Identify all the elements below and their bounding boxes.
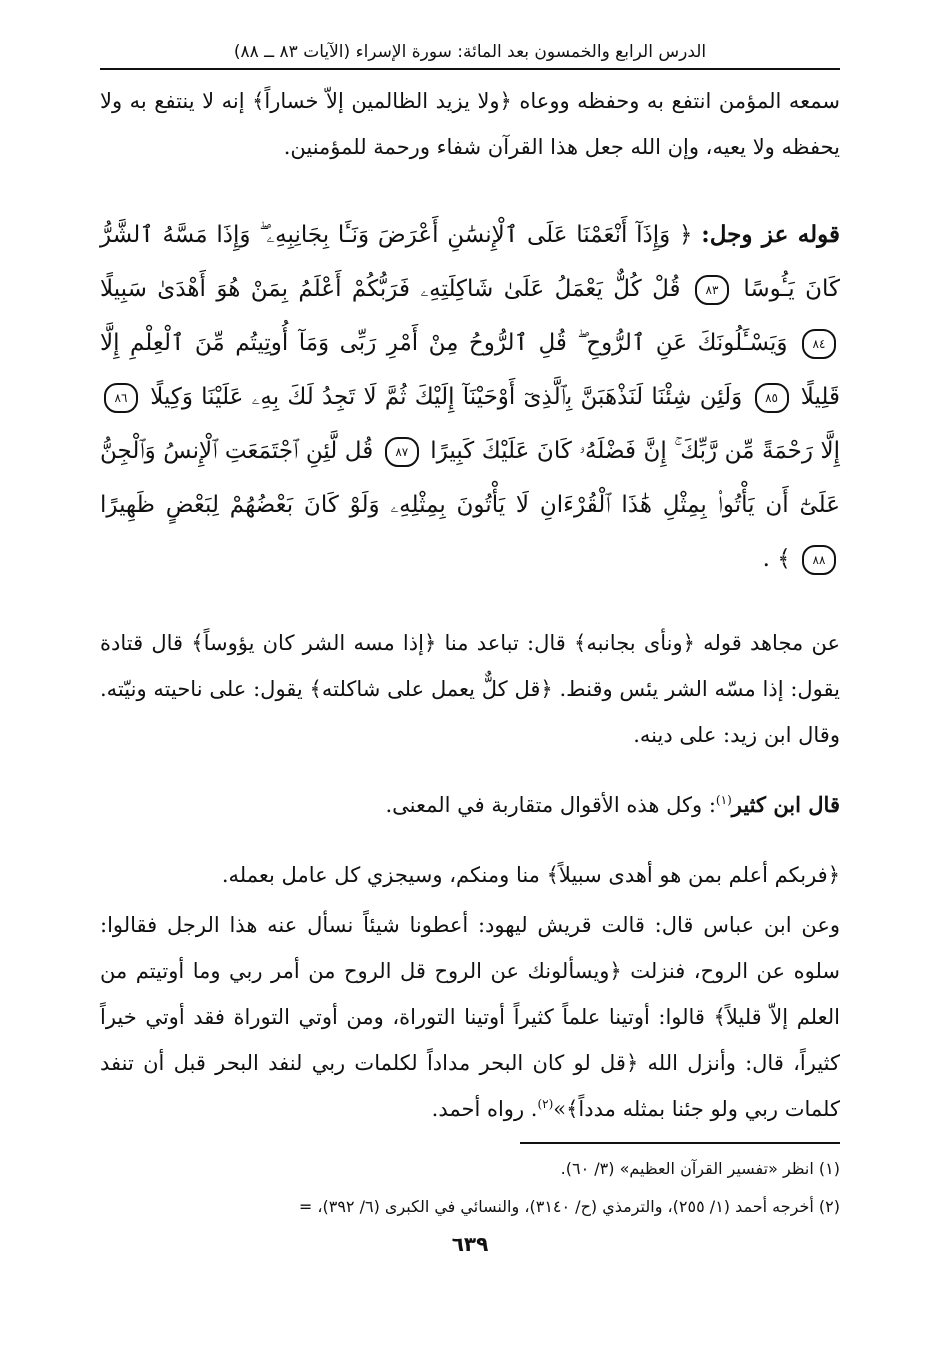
verse-87: إِلَّا رَحْمَةً مِّن رَّبِّكَ ۚ إِنَّ فَضْلَهُۥ كَانَ عَلَيْكَ كَبِيرًا <box>430 438 840 464</box>
ibn-kathir-paragraph <box>100 782 840 828</box>
ayah-number-84: ٨٤ <box>802 329 836 359</box>
verse-88: قُل لَّئِنِ ٱجْتَمَعَتِ ٱلْإِنسُ وَٱلْجِنُّ عَلَىٰٓ أَن يَأْتُوا۟ بِمِثْلِ هَٰذَا ٱلْقُرْءَانِ لَا يَأْتُونَ بِمِثْلِهِۦ وَلَوْ كَانَ بَعْضُهُمْ لِبَعْضٍ ظَهِيرًا <box>100 438 840 518</box>
ayah-number-88: ٨٨ <box>802 545 836 575</box>
verse-83: ﴿ وَإِذَآ أَنْعَمْنَا عَلَى ٱلْإِنسَٰنِ أَعْرَضَ وَنَـَٔا بِجَانِبِهِۦ ۖ وَإِذَا مَسَّهُ ٱلشَّرُّ كَانَ يَـُٔوسًا <box>100 222 840 302</box>
verse-lead: قوله عز وجل: <box>701 221 840 248</box>
rabbukum-paragraph: ﴿فربكم أعلم بمن هو أهدى سبيلاً﴾ منا ومنكم، وسيجزي كل عامل بعمله. <box>221 863 840 887</box>
footnote-ref-1: (١) <box>715 793 732 807</box>
verse-85: وَيَسْـَٔلُونَكَ عَنِ ٱلرُّوحِ ۖ قُلِ ٱلرُّوحُ مِنْ أَمْرِ رَبِّى وَمَآ أُوتِيتُم مِّنَ ٱلْعِلْمِ إِلَّا قَلِيلًا <box>100 330 841 410</box>
ayah-number-83: ٨٣ <box>695 275 729 305</box>
footnote-text: انظر «تفسير القرآن العظيم» (٣/ ٦٠). <box>560 1159 814 1178</box>
page-content <box>100 40 840 1226</box>
verse-close: ﴾ . <box>762 546 791 572</box>
ibn-kathir-name: قال ابن كثير <box>731 792 840 817</box>
ibn-abbas-paragraph <box>100 902 840 1132</box>
footnote-number: (٢) <box>818 1197 840 1216</box>
spacer <box>100 762 840 782</box>
ibn-abbas-end: . رواه أحمد. <box>431 1097 538 1121</box>
ayah-number-85: ٨٥ <box>755 383 789 413</box>
ibn-abbas-text: وعن ابن عباس قال: قالت قريش ليهود: أعطونا شيئاً نسأل عنه هذا الرجل فقالوا: سلوه عن الروح، فنزلت ﴿ويسألونك عن الروح قل الروح من أمر ربي وما أوتيتم من العلم إلاّ قليلاً﴾ قالوا: أوتينا علماً كثيراً أوتينا التوراة، ومن أوتي التوراة فقد أوتي خيراً كثيراً، قال: وأنزل الله ﴿قل لو كان البحر مداداً لكلمات ربي لنفد البحر قبل أن تنفد كلمات ربي ولو جئنا بمثله مدداً﴾» <box>100 913 840 1121</box>
ibn-kathir-text: : وكل هذه الأقوال متقاربة في المعنى. <box>385 793 716 817</box>
footnote-number: (١) <box>818 1159 840 1178</box>
footnote-ref-2: (٢) <box>537 1097 554 1111</box>
footnote-divider <box>520 1142 840 1144</box>
spacer <box>100 832 840 852</box>
page-number: ٦٣٩ <box>451 1232 489 1256</box>
running-header: الدرس الرابع والخمسون بعد المائة: سورة الإسراء (الآيات ٨٣ ــ ٨٨) <box>100 40 840 70</box>
mujahid-paragraph: عن مجاهد قوله ﴿ونأى بجانبه﴾ قال: تباعد منا ﴿إذا مسه الشر كان يؤوساً﴾ قال قتادة يقول: إذا مسّه الشر يئس وقنط. ﴿قل كلٌّ يعمل على شاكلته﴾ يقول: على ناحيته ونيّته. وقال ابن زيد: على دينه. <box>100 631 840 747</box>
footnote-1 <box>100 1150 840 1188</box>
verse-86: وَلَئِن شِئْنَا لَنَذْهَبَنَّ بِٱلَّذِىٓ أَوْحَيْنَآ إِلَيْكَ ثُمَّ لَا تَجِدُ لَكَ بِهِۦ عَلَيْنَا وَكِيلًا <box>150 384 743 410</box>
quran-verses-block <box>100 208 840 586</box>
verse-84: قُلْ كُلٌّ يَعْمَلُ عَلَىٰ شَاكِلَتِهِۦ فَرَبُّكُمْ أَعْلَمُ بِمَنْ هُوَ أَهْدَىٰ سَبِيلًا <box>100 276 681 302</box>
ayah-number-86: ٨٦ <box>104 383 138 413</box>
footnote-text: أخرجه أحمد (١/ ٢٥٥)، والترمذي (ح/ ٣١٤٠)، والنسائي في الكبرى (٦/ ٣٩٢)، = <box>298 1197 814 1216</box>
ayah-number-87: ٨٧ <box>385 437 419 467</box>
footnote-2 <box>100 1188 840 1226</box>
intro-paragraph: سمعه المؤمن انتفع به وحفظه ووعاه ﴿ولا يزيد الظالمين إلاّ خساراً﴾ إنه لا ينتفع به ولا يحفظه ولا يعيه، وإن الله جعل هذا القرآن شفاء ورحمة للمؤمنين. <box>100 89 840 159</box>
